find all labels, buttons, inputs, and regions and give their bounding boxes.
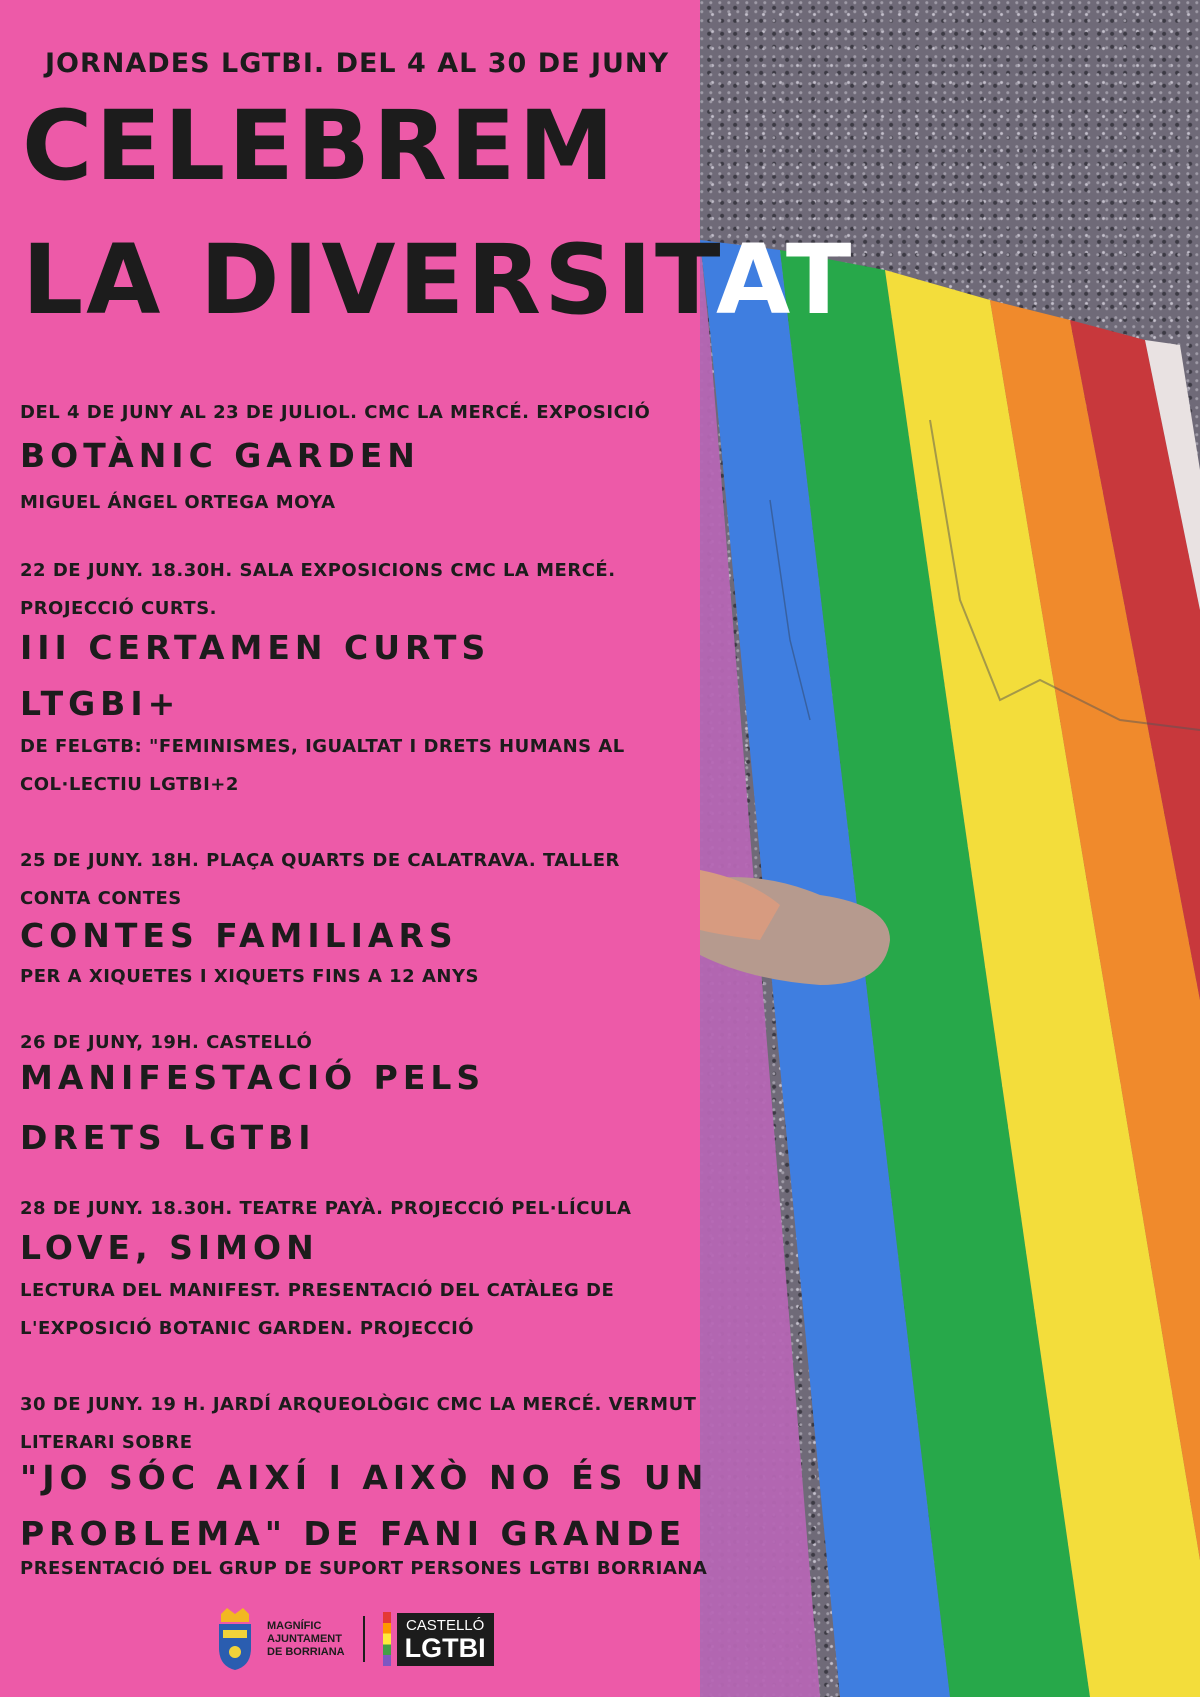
lgtbi-text: LGTBI [404,1632,486,1663]
event-2-info: 22 DE JUNY. 18.30H. SALA EXPOSICIONS CMC LA MERCÉ. [20,560,616,581]
event-2-detail-2: COL·LECTIU LGTBI+2 [20,774,239,795]
event-4-info: 26 DE JUNY, 19H. CASTELLÓ [20,1032,313,1053]
event-6-detail: PRESENTACIÓ DEL GRUP DE SUPORT PERSONES LGTBI BORRIANA [20,1558,708,1579]
event-3-info: 25 DE JUNY. 18H. PLAÇA QUARTS DE CALATRAVA. TALLER [20,850,620,871]
event-1-info: DEL 4 DE JUNY AL 23 DE JULIOL. CMC LA MERCÉ. EXPOSICIÓ [20,402,651,423]
event-1-name: BOTÀNIC GARDEN [20,436,420,475]
rainbow-bar-icon [383,1612,391,1666]
event-5-detail-2: L'EXPOSICIÓ BOTANIC GARDEN. PROJECCIÓ [20,1318,475,1339]
ajuntament-borriana-text [267,1620,345,1659]
title-white-part: AT [715,224,855,336]
main-title-line-1: CELEBREM [22,90,617,202]
event-6-info: 30 DE JUNY. 19 H. JARDÍ ARQUEOLÒGIC CMC LA MERCÉ. VERMUT [20,1394,697,1415]
ajuntament-line-1: MAGNÍFIC [267,1619,322,1632]
castello-lgtbi-logo [383,1612,494,1666]
event-3-detail: PER A XIQUETES I XIQUETS FINS A 12 ANYS [20,966,479,987]
event-5-detail: LECTURA DEL MANIFEST. PRESENTACIÓ DEL CATÀLEG DE [20,1280,615,1301]
borriana-crest-icon [215,1608,255,1670]
main-title-line-2 [22,224,855,336]
event-5-name: LOVE, SIMON [20,1228,319,1267]
event-6-name: "JO SÓC AIXÍ I AIXÒ NO ÉS UN [20,1458,709,1497]
event-2-name: III CERTAMEN CURTS [20,628,491,667]
title-ink-part: LA DIVERSIT [22,224,716,336]
event-2-name-2: LTGBI+ [20,684,181,723]
event-3-name: CONTES FAMILIARS [20,916,458,955]
event-5-info: 28 DE JUNY. 18.30H. TEATRE PAYÀ. PROJECCIÓ PEL·LÍCULA [20,1198,632,1219]
event-4-name-2: DRETS LGTBI [20,1118,316,1157]
event-4-name: MANIFESTACIÓ PELS [20,1058,486,1097]
ajuntament-line-2: AJUNTAMENT [267,1632,342,1645]
event-2-detail: DE FELGTB: "FEMINISMES, IGUALTAT I DRETS HUMANS AL [20,736,625,757]
event-6-name-2: PROBLEMA" DE FANI GRANDE [20,1514,687,1553]
ajuntament-line-3: DE BORRIANA [267,1645,345,1658]
event-6-info-2: LITERARI SOBRE [20,1432,193,1453]
event-1-detail: MIGUEL ÁNGEL ORTEGA MOYA [20,492,336,513]
footer-divider [363,1616,365,1662]
castello-lgtbi-box [397,1613,494,1666]
event-2-info-2: PROJECCIÓ CURTS. [20,598,217,619]
castello-text: CASTELLÓ [405,1616,485,1634]
footer-logos [215,1604,494,1674]
event-dates-header: JORNADES LGTBI. DEL 4 AL 30 DE JUNY [45,48,670,79]
event-3-info-2: CONTA CONTES [20,888,182,909]
